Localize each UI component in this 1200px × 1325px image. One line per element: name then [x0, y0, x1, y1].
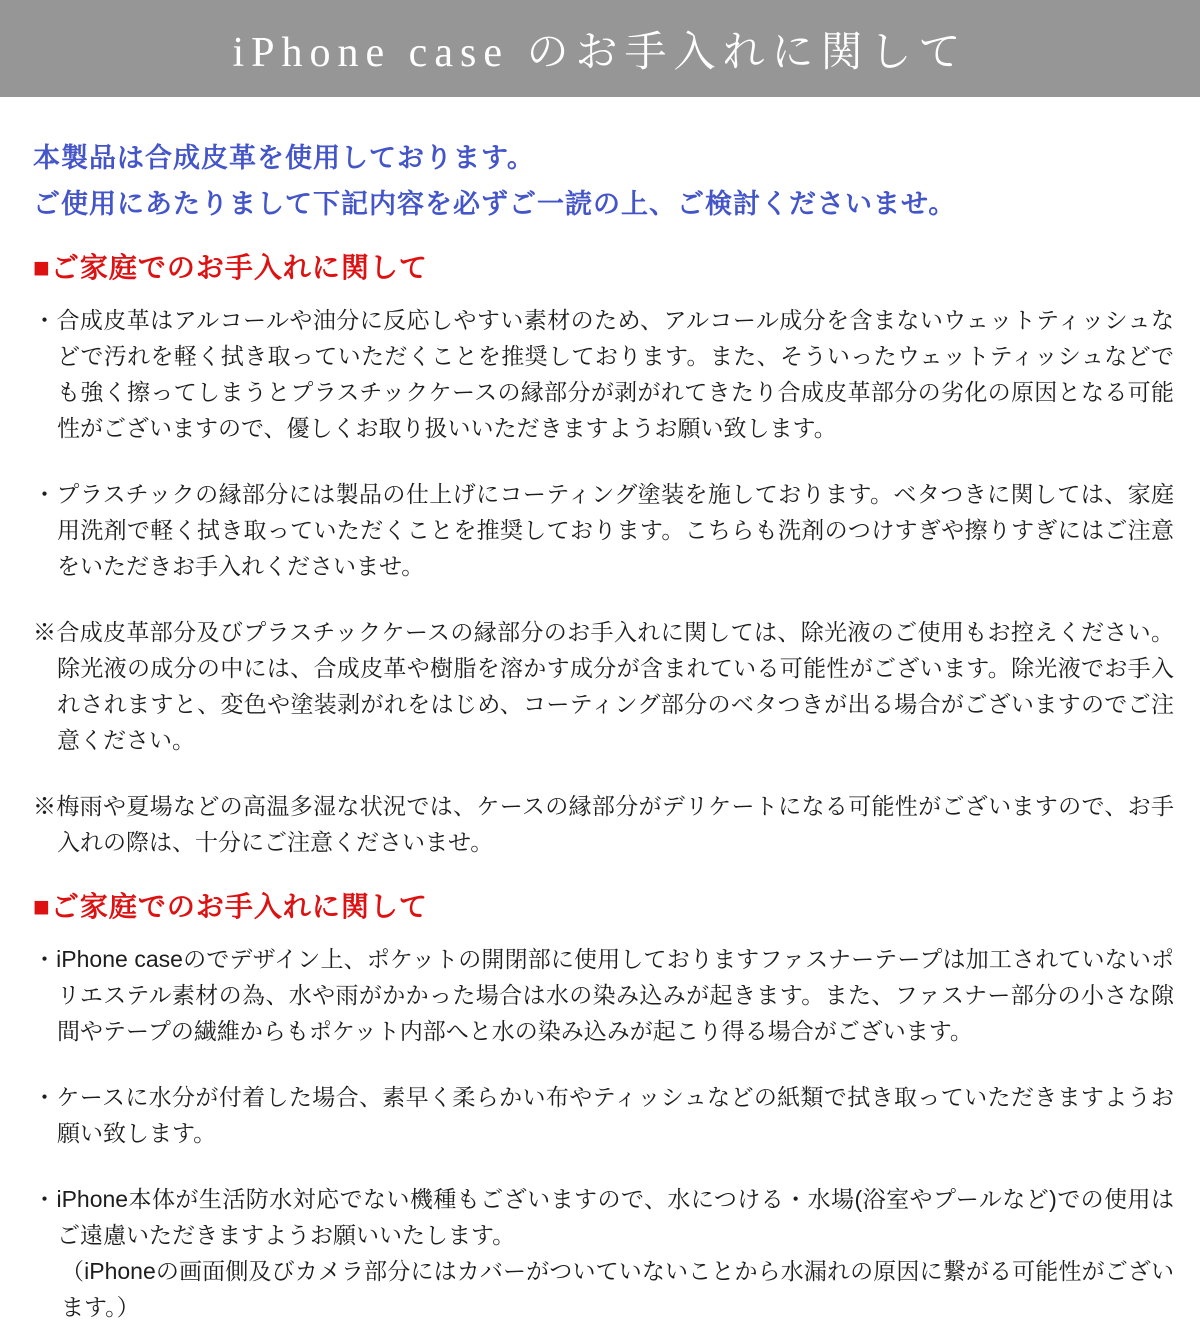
- bullet-marker: ・: [33, 1186, 57, 1212]
- care-paragraph-1-text: 合成皮革はアルコールや油分に反応しやすい素材のため、アルコール成分を含まないウェットティッシュなどで汚れを軽く拭き取っていただくことを推奨しております。また、そういったウェットティッシュなどでも強く擦ってしまうとプラスチックケースの縁部分が剥がれてきたり合成皮革部分の劣化の原因となる可能性がございますので、優しくお取り扱いいただきますようお願い致します。: [56, 307, 1174, 441]
- section-home-care-2: [33, 890, 1174, 1325]
- care-paragraph-7: [33, 1181, 1174, 1253]
- care-paragraph-4: [33, 788, 1174, 860]
- care-paragraph-2: [33, 476, 1174, 584]
- care-paragraph-4-text: 梅雨や夏場などの高温多湿な状況では、ケースの縁部分がデリケートになる可能性がございますので、お手入れの際は、十分にご注意くださいませ。: [56, 793, 1175, 855]
- care-paragraph-6-text: ケースに水分が付着した場合、素早く柔らかい布やティッシュなどの紙類で拭き取っていただきますようお願い致します。: [56, 1084, 1174, 1146]
- red-square-icon: ■: [33, 252, 51, 283]
- bullet-marker: ・: [33, 1084, 57, 1110]
- care-paragraph-6: [33, 1079, 1174, 1151]
- section-heading-1-text: ご家庭でのお手入れに関して: [50, 252, 428, 283]
- care-paragraph-3: [33, 614, 1174, 758]
- bullet-marker: ・: [33, 946, 57, 972]
- asterisk-marker: ※: [33, 793, 57, 819]
- care-paragraph-5: [33, 941, 1174, 1049]
- care-paragraph-5-text: iPhone caseのでデザイン上、ポケットの開閉部に使用しておりますファスナーテープは加工されていないポリエステル素材の為、水や雨がかかった場合は水の染み込みが起きます。また、ファスナー部分の小さな隙間やテープの繊維からもポケット内部へと水の染み込みが起こり得る場合がございます。: [56, 946, 1175, 1044]
- care-paragraph-7-note: （iPhoneの画面側及びカメラ部分にはカバーがついていないことから水漏れの原因に繋がる可能性がございます。）: [61, 1258, 1174, 1320]
- care-paragraph-3-text: 合成皮革部分及びプラスチックケースの縁部分のお手入れに関しては、除光液のご使用もお控えください。除光液の成分の中には、合成皮革や樹脂を溶かす成分が含まれている可能性がございます。除光液でお手入れされますと、変色や塗装剥がれをはじめ、コーティング部分のベタつきが出る場合がございますのでご注意ください。: [56, 619, 1174, 753]
- document-body: [0, 135, 1200, 1325]
- care-paragraph-7-text: iPhone本体が生活防水対応でない機種もございますので、水につける・水場(浴室やプールなど)での使用はご遠慮いただきますようお願いいたします。: [56, 1186, 1174, 1248]
- intro-line-1: 本製品は合成皮革を使用しております。: [33, 143, 535, 173]
- red-square-icon: ■: [33, 891, 51, 922]
- section-home-care-1: [33, 251, 1174, 860]
- asterisk-marker: ※: [33, 619, 57, 645]
- intro-line-2: ご使用にあたりまして下記内容を必ずご一読の上、ご検討くださいませ。: [33, 189, 957, 219]
- section-heading-1: [33, 251, 1174, 285]
- care-paragraph-1: [33, 302, 1174, 446]
- bullet-marker: ・: [33, 307, 57, 333]
- intro-notice: [33, 135, 1174, 227]
- section-heading-2: [33, 890, 1174, 924]
- care-paragraph-2-text: プラスチックの縁部分には製品の仕上げにコーティング塗装を施しております。ベタつきに関しては、家庭用洗剤で軽く拭き取っていただくことを推奨しております。こちらも洗剤のつけすぎや擦りすぎにはご注意をいただきお手入れくださいませ。: [56, 481, 1174, 579]
- section-heading-2-text: ご家庭でのお手入れに関して: [50, 891, 428, 922]
- page-title: iPhone case のお手入れに関して: [232, 29, 968, 76]
- bullet-marker: ・: [33, 481, 57, 507]
- page-header: [0, 0, 1200, 97]
